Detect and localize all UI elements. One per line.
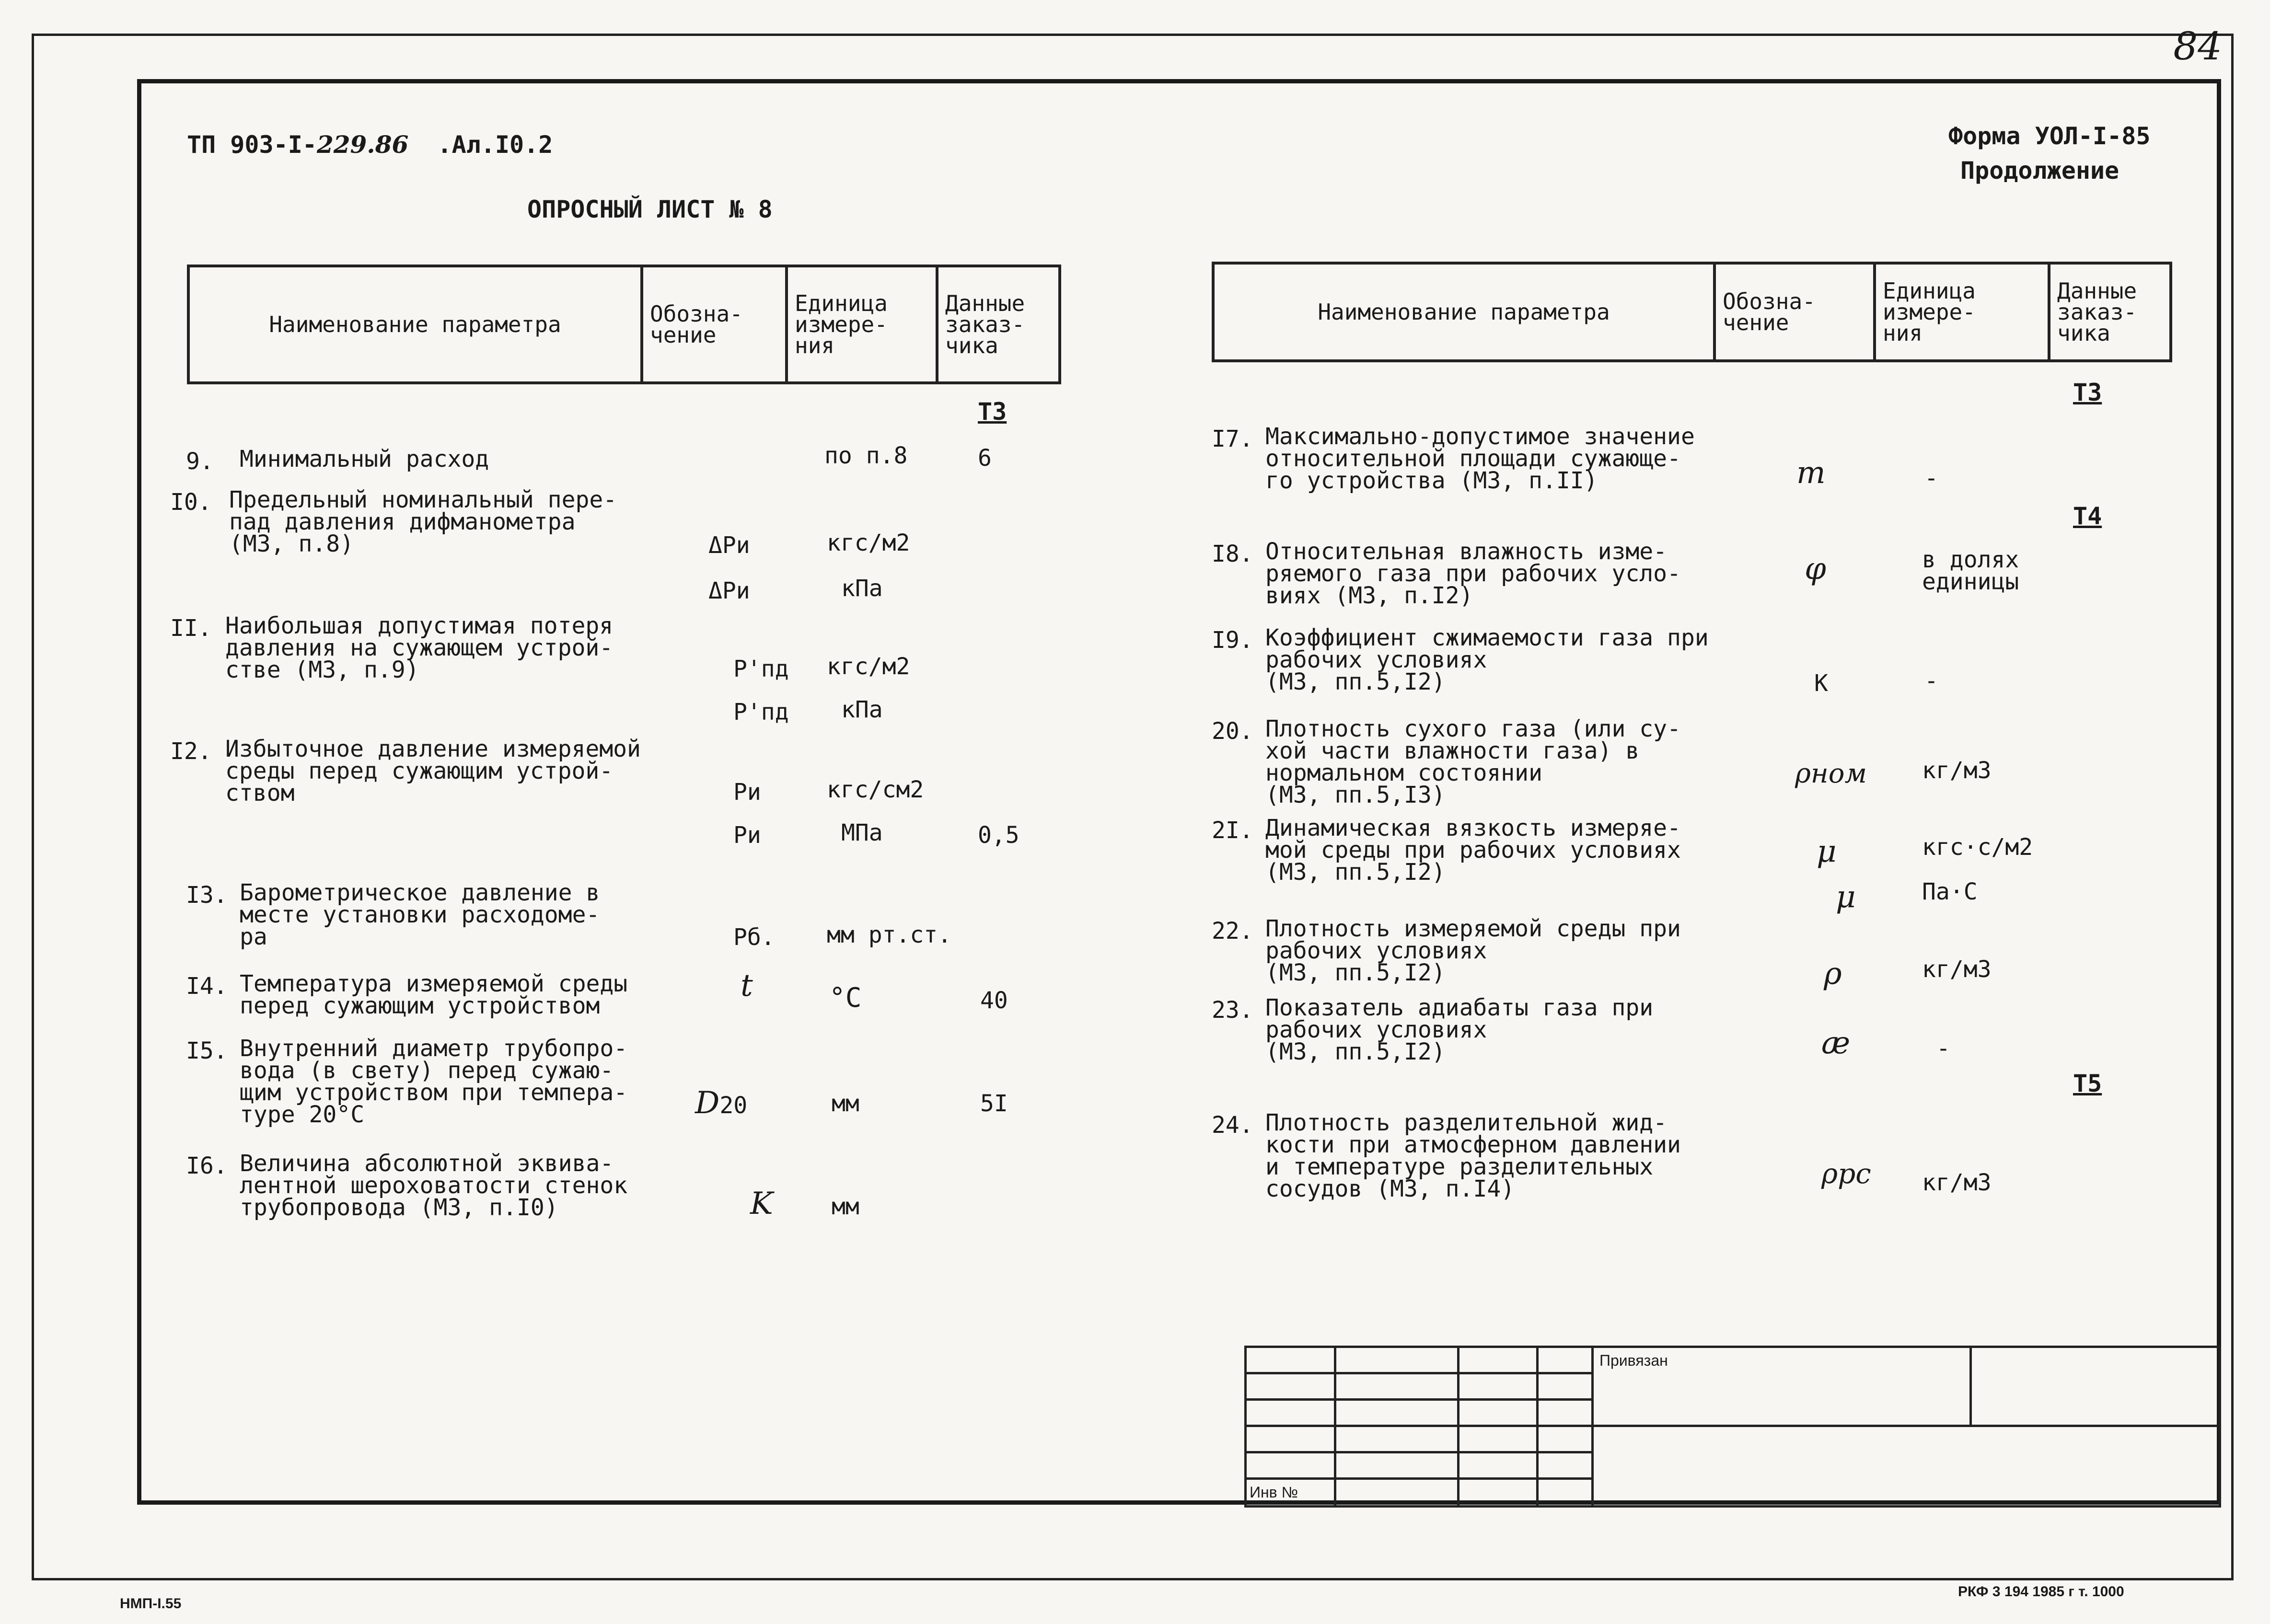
param-name: Плотность разделительной жид- кости при атмосферном давлении и температуре разделительных сосудов (М3, п.I4) [1265,1109,1681,1202]
param-value: 40 [980,987,1008,1014]
param-name: Избыточное давление измеряемой среды перед сужающим устрой- ством [225,736,641,806]
area-ratio-symbol: m [1796,455,1826,491]
viscosity-symbol: μ [1817,834,1837,869]
param-name: Показатель адиабаты газа при рабочих условиях (М3, пп.5,I2) [1265,994,1654,1065]
col-customer: Данные заказ- чика [2049,263,2171,361]
section-t3-right: Т3 [2073,379,2102,406]
param-number: 23. [1212,997,1253,1024]
param-number: 2I. [1212,817,1253,844]
param-name: Минимальный расход [240,446,489,472]
param-symbol: ΔРи [708,577,750,604]
param-unit: кг/м3 [1922,757,1992,784]
param-unit: - [1936,1035,1950,1062]
param-unit: кг/м3 [1922,1169,1992,1196]
temperature-symbol: t [741,968,753,1003]
right-table-header [1212,262,2172,362]
param-symbol: Р'пд [733,699,789,726]
param-unit: °С [829,982,862,1014]
param-number: I8. [1212,541,1253,567]
param-number: 24. [1212,1112,1253,1139]
param-name: Барометрическое давление в месте установки расходоме- ра [240,879,600,950]
col-symbol: Обозна- чение [642,266,787,383]
form-label: Форма УОЛ-I-85 [1948,122,2151,150]
continuation-label: Продолжение [1960,157,2119,184]
param-symbol [695,1085,747,1121]
diameter-symbol: D [695,1085,720,1121]
adiabatic-symbol: æ [1821,1025,1851,1061]
param-number: 9. [186,448,214,475]
density-nominal-symbol: ρном [1795,758,1867,789]
col-name: Наименование параметра [188,266,642,383]
param-name: Величина абсолютной эквива- лентной шероховатости стенок трубопровода (М3, п.I0) [240,1150,628,1221]
param-unit: в долях единицы [1922,546,2019,595]
param-symbol: K [1814,670,1828,697]
col-symbol: Обозна- чение [1714,263,1875,361]
param-name: Относительная влажность изме- ряемого газа при рабочих усло- виях (М3, п.I2) [1265,538,1681,609]
param-number: I5. [186,1037,228,1064]
diameter-subscript: 20 [719,1092,748,1119]
param-unit: кПа [841,575,883,602]
param-number: I7. [1212,426,1253,452]
param-unit: - [1924,668,1938,694]
param-unit: кгс/м2 [827,653,910,680]
humidity-symbol: φ [1805,551,1826,587]
title-block [1244,1346,2221,1508]
param-value: 5I [980,1090,1008,1117]
param-symbol: Ри [733,779,761,806]
param-symbol: Рб. [733,924,775,951]
density-symbol: ρ [1824,956,1842,991]
param-number: I9. [1212,627,1253,654]
param-value: 6 [978,445,992,472]
viscosity-symbol: μ [1836,879,1856,915]
col-unit: Единица измере- ния [787,266,937,383]
param-unit: мм рт.ст. [827,921,952,948]
param-name: Температура измеряемой среды перед сужающим устройством [240,970,628,1019]
param-unit: кгс/см2 [827,776,924,803]
param-number: I0. [170,489,212,516]
param-number: II. [170,615,212,642]
param-number: 20. [1212,718,1253,745]
param-unit: мм [832,1193,859,1220]
section-t5: Т5 [2073,1070,2102,1097]
document-code: ТП 903-I-229.86 .Ал.I0.2 [187,130,553,159]
roughness-symbol: K [750,1186,773,1221]
inventory-label: Инв № [1246,1479,1335,1507]
page-title: ОПРОСНЫЙ ЛИСТ № 8 [527,196,773,223]
bound-label: Привязан [1593,1347,1971,1426]
param-number: I3. [186,882,228,909]
left-table-header [187,265,1061,384]
col-unit: Единица измере- ния [1875,263,2049,361]
param-unit: кгс·с/м2 [1922,834,2033,861]
param-unit: мм [832,1090,859,1117]
param-symbol: ΔРи [708,532,750,559]
param-name: Предельный номинальный пере- пад давления дифманометра (М3, п.8) [229,486,617,557]
param-unit: по п.8 [824,442,908,469]
param-name: Внутренний диаметр трубопро- вода (в свету) перед сужаю- щим устройством при темпера- туре 20°С [240,1035,628,1128]
param-number: I6. [186,1152,228,1179]
col-customer: Данные заказ- чика [937,266,1060,383]
param-value: 0,5 [978,822,1019,849]
param-unit: кгс/м2 [827,530,910,556]
sheet-number: 84 [2173,24,2222,69]
section-t4: Т4 [2073,502,2102,530]
param-unit: Па·С [1922,878,1978,905]
param-unit: кг/м3 [1922,956,1992,983]
param-name: Плотность сухого газа (или су- хой части влажности газа) в нормальном состоянии (М3, пп.5,I3) [1265,715,1681,808]
param-name: Максимально-допустимое значение относительной площади сужающе- го устройства (М3, п.II) [1265,423,1695,494]
param-unit: - [1924,465,1938,492]
param-symbol: Р'пд [733,656,789,682]
param-number: I2. [170,738,212,765]
param-number: I4. [186,973,228,1000]
param-unit: МПа [841,819,883,846]
param-unit: кПа [841,696,883,723]
param-name: Наибольшая допустимая потеря давления на сужающем устрой- стве (М3, п.9) [225,612,614,683]
param-name: Коэффициент сжимаемости газа при рабочих условиях (М3, пп.5,I2) [1265,624,1709,695]
param-number: 22. [1212,918,1253,944]
footer-right: РКФ 3 194 1985 г т. 1000 [1958,1584,2124,1600]
param-symbol: Ри [733,822,761,849]
separator-density-symbol: ρрс [1821,1157,1871,1190]
col-name: Наименование параметра [1213,263,1714,361]
param-name: Динамическая вязкость измеряе- мой среды при рабочих условиях (М3, пп.5,I2) [1265,815,1681,886]
footer-left: НМП-I.55 [120,1596,182,1612]
param-name: Плотность измеряемой среды при рабочих условиях (М3, пп.5,I2) [1265,915,1681,986]
section-t3-left: Т3 [978,398,1007,426]
